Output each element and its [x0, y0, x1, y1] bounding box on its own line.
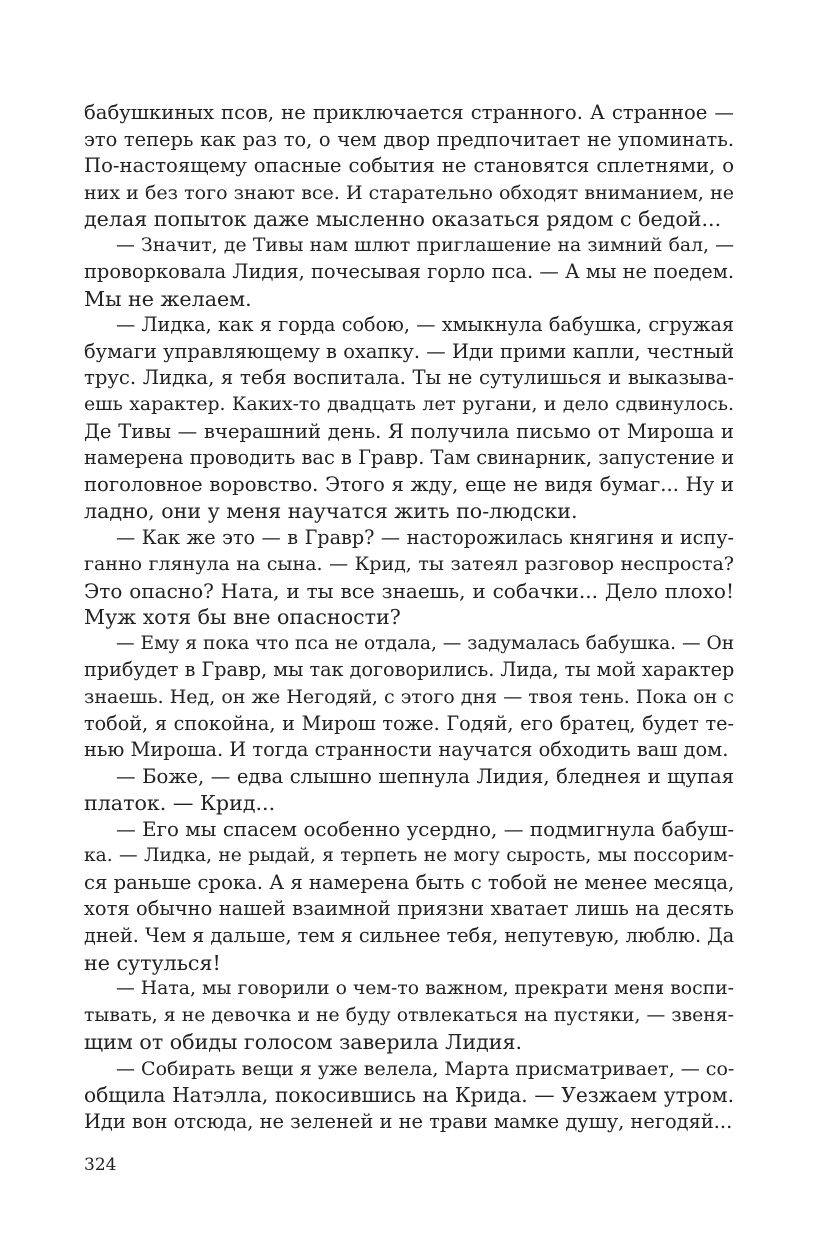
- text-line: бабушкиных псов, не приключается странного. А странное —: [84, 101, 734, 124]
- text-line: не сутулься!: [84, 950, 221, 975]
- text-line: трус. Лидка, я тебя воспитала. Ты не сутулишься и выказыва-: [84, 366, 734, 390]
- text-line: намерена проводить вас в Гравр. Там свинарник, запустение и: [84, 446, 734, 470]
- text-line: ся раньше срока. А я намерена быть с тобой не менее месяца,: [84, 870, 734, 894]
- text-line: тобой, я спокойна, и Мирош тоже. Годяй, его братец, будет те-: [84, 711, 734, 735]
- text-line: них и без того знают все. И старательно обходят вниманием, не: [84, 181, 734, 204]
- text-line: — Его мы спасем особенно усердно, — подмигнула бабуш-: [116, 817, 734, 841]
- text-line: — Лидка, как я горда собою, — хмыкнула бабушка, сгружая: [116, 313, 734, 337]
- text-line: ешь характер. Каких-то двадцать лет ругани, и дело сдвинулось.: [84, 394, 734, 416]
- text-line: — Ната, мы говорили о чем-то важном, прекрати меня воспи-: [116, 978, 734, 1000]
- text-line: — Ему я пока что пса не отдала, — задумалась бабушка. — Он: [116, 632, 734, 654]
- text-line: хотя обычно нашей взаимной приязни хватает лишь на десять: [84, 897, 734, 921]
- text-line: Мы не желаем.: [84, 286, 252, 311]
- text-line: Это опасно? Ната, и ты все знаешь, и собачки... Дело плохо!: [84, 578, 734, 603]
- text-line: это теперь как раз то, о чем двор предпочитает не упоминать.: [84, 127, 734, 151]
- text-line: Муж хотя бы вне опасности?: [84, 605, 401, 630]
- text-line: нью Мироша. И тогда странности научатся обходить ваш дом.: [84, 738, 729, 762]
- text-line: тывать, я не девочка и не буду отвлекаться на пустяки, — звеня-: [84, 1004, 734, 1026]
- text-line: дней. Чем я дальше, тем я сильнее тебя, непутевую, люблю. Да: [84, 923, 734, 947]
- text-line: ка. — Лидка, не рыдай, я терпеть не могу сырость, мы поссорим-: [84, 845, 734, 867]
- text-line: — Собирать вещи я уже велела, Марта присматривает, — со-: [116, 1057, 734, 1080]
- page-number: 324: [84, 1155, 117, 1175]
- text-line: ладно, они у меня научатся жить по-людски.: [84, 499, 578, 524]
- text-line: — Как же это — в Гравр? — насторожилась княгиня и испу-: [116, 525, 734, 549]
- text-line: ганно глянула на сына. — Крид, ты затеял разговор неспроста?: [84, 553, 734, 576]
- text-line: делая попыток даже мысленно оказаться рядом с бедой...: [84, 207, 722, 232]
- text-line: поголовное воровство. Этого я жду, еще не видя бумаг... Ну и: [84, 472, 734, 496]
- text-line: Де Тивы — вчерашний день. Я получила письмо от Мироша и: [84, 419, 734, 443]
- text-line: проворковала Лидия, почесывая горло пса. — А мы не поедем.: [84, 260, 734, 284]
- text-line: платок. — Крид...: [84, 791, 276, 816]
- text-line: Иди вон отсюда, не зеленей и не трави мамке душу, негодяй...: [84, 1109, 733, 1133]
- text-line: По-настоящему опасные события не становятся сплетнями, о: [84, 154, 734, 178]
- text-line: щим от обиды голосом заверила Лидия.: [84, 1030, 523, 1055]
- text-line: бумаги управляющему в охапку. — Иди прими капли, честный: [84, 339, 734, 363]
- text-line: общила Натэлла, покосившись на Крида. — Уезжаем утром.: [84, 1083, 734, 1108]
- page-body-text: [84, 100, 734, 1135]
- text-line: — Боже, — едва слышно шепнула Лидия, бледнея и щупая: [116, 764, 734, 788]
- text-line: знаешь. Нед, он же Негодяй, с этого дня — твоя тень. Пока он с: [84, 686, 734, 709]
- text-line: — Значит, де Тивы нам шлют приглашение на зимний бал, —: [116, 234, 734, 256]
- text-line: прибудет в Гравр, мы так договорились. Лида, ты мой характер: [84, 658, 734, 682]
